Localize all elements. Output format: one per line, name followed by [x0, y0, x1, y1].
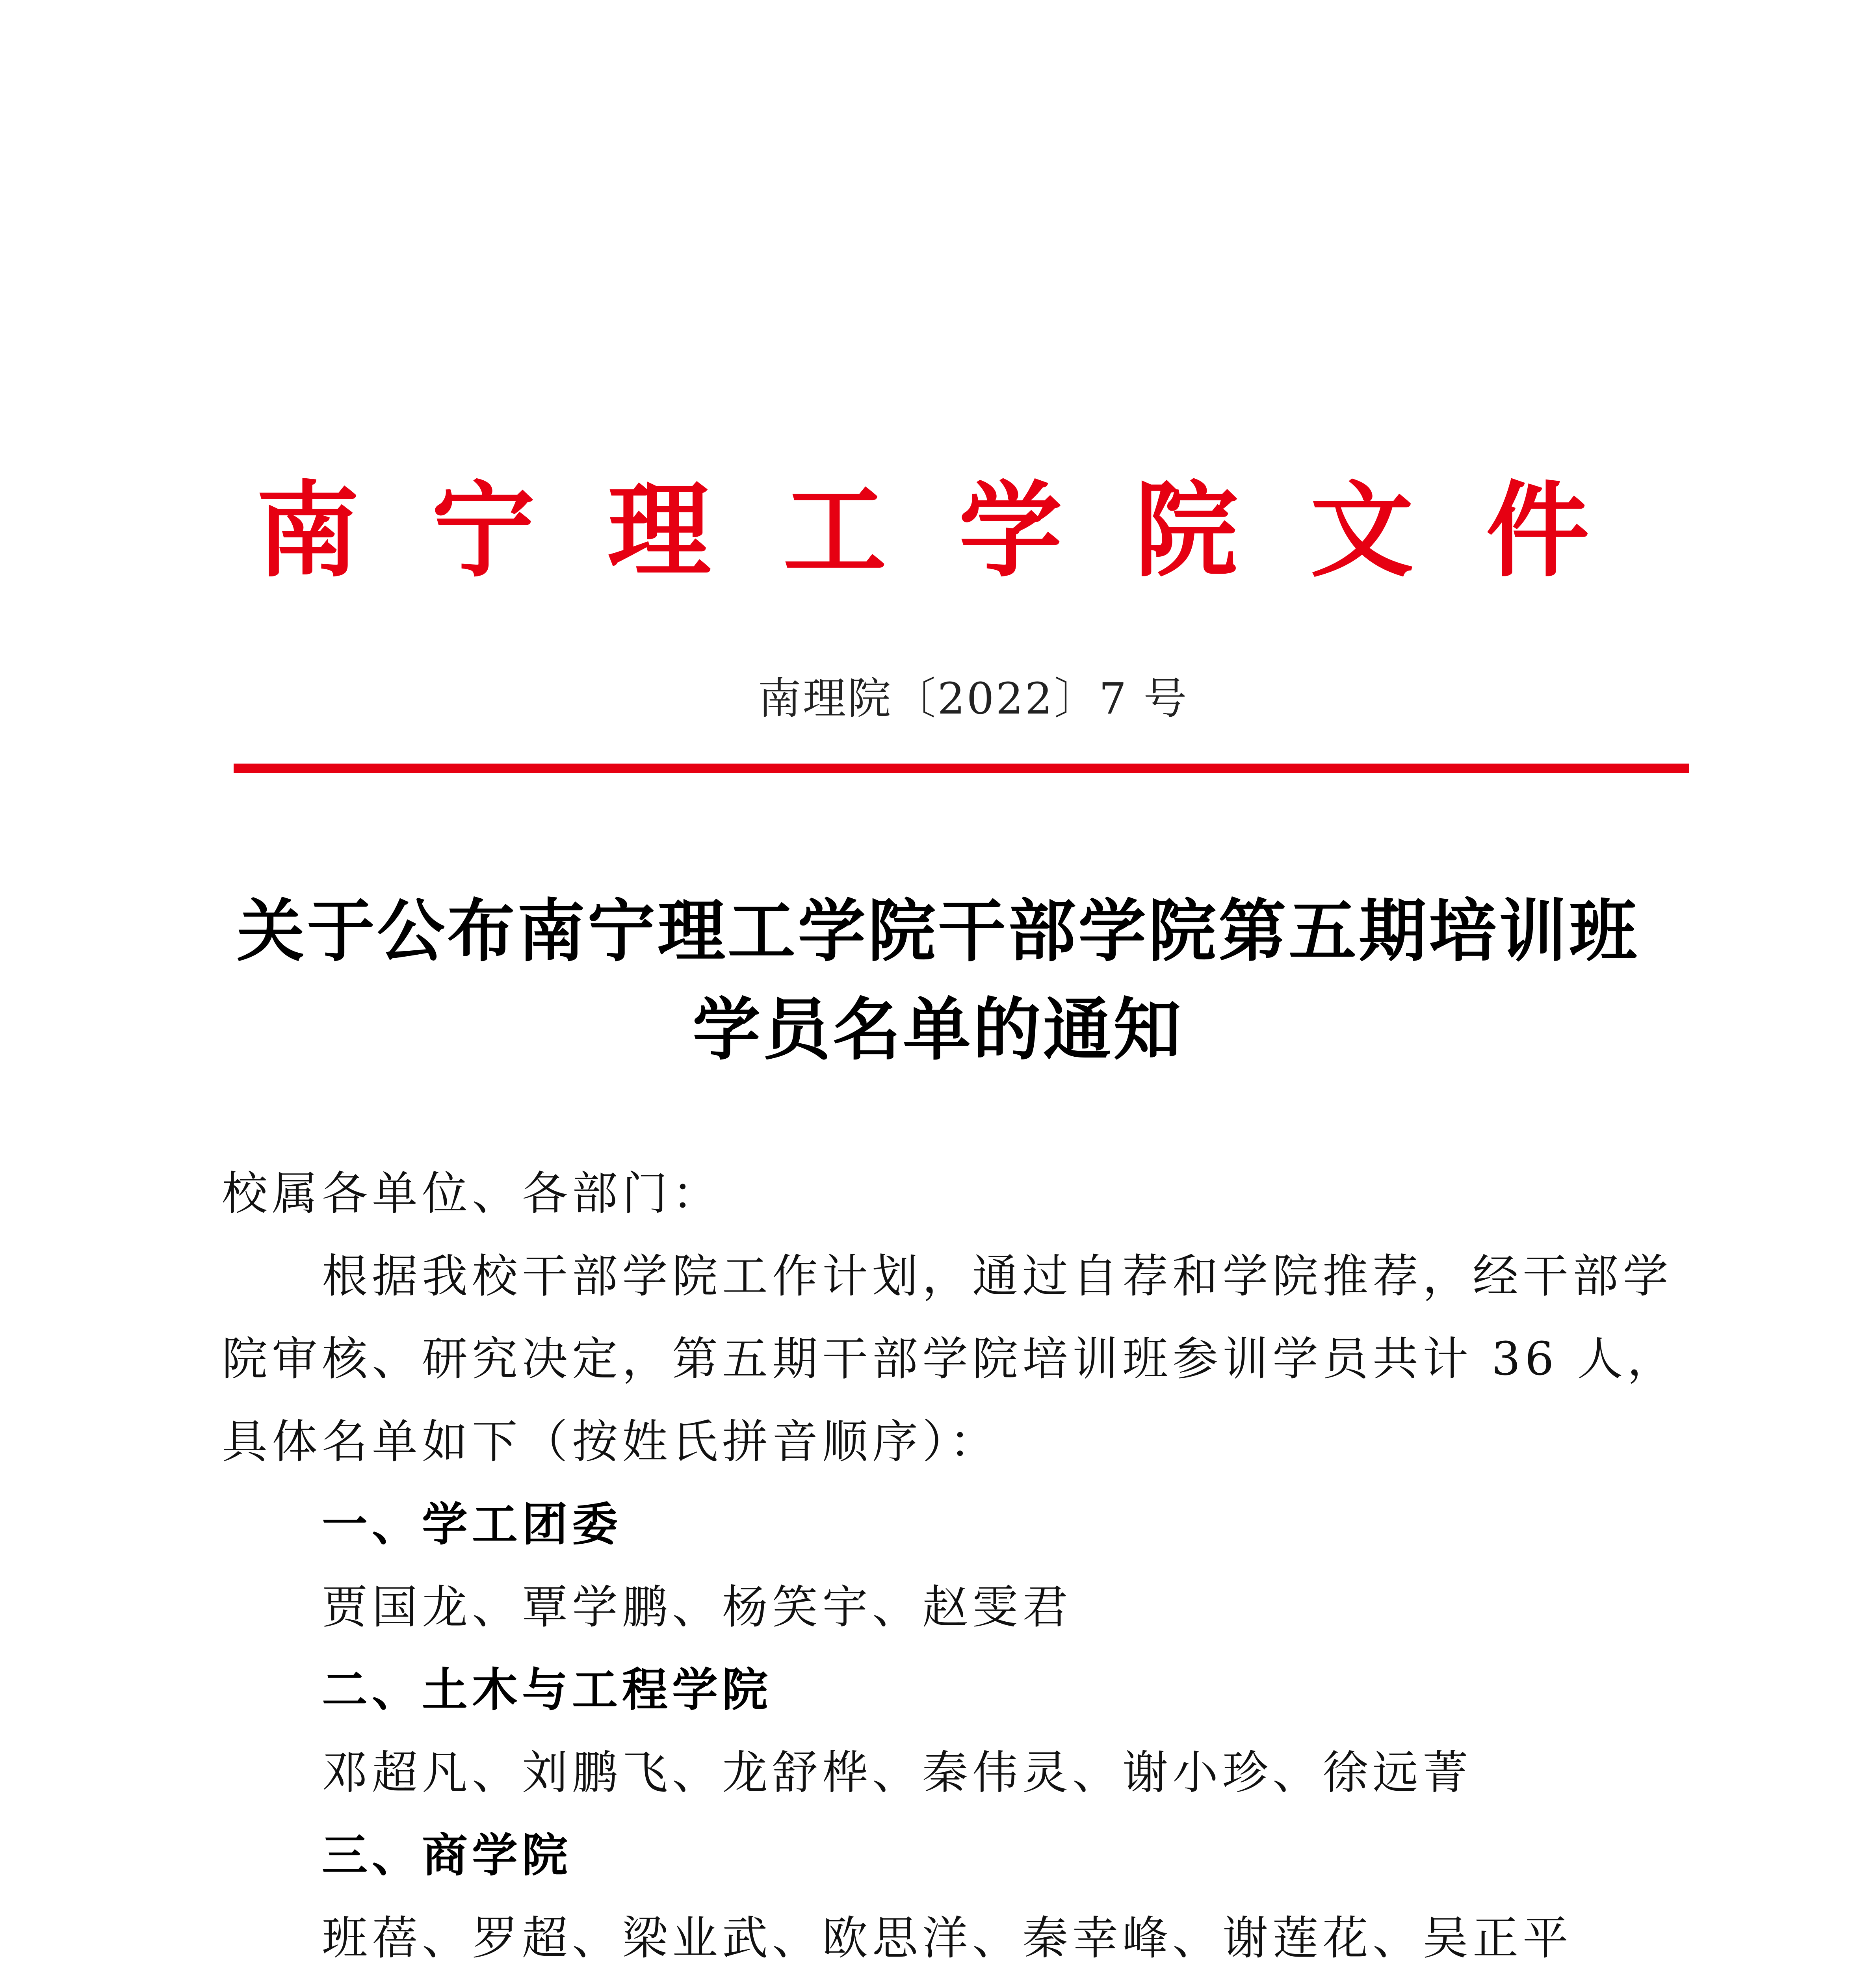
- red-separator-line: [234, 764, 1689, 773]
- notice-title: [0, 882, 1876, 1079]
- intro-paragraph-line-3: 具体名单如下（按姓氏拼音顺序）：: [222, 1415, 999, 1468]
- section-names-business: 班蓓、罗超、梁业武、欧思洋、秦幸峰、谢莲花、吴正平: [322, 1912, 1573, 1965]
- intro-paragraph-line-1: 根据我校干部学院工作计划，通过自荐和学院推荐，经干部学: [322, 1250, 1673, 1303]
- salutation: 校属各单位、各部门：: [222, 1167, 722, 1220]
- notice-body: [222, 1152, 1691, 1970]
- notice-title-line-2: 学员名单的通知: [693, 989, 1183, 1069]
- notice-title-line-1: 关于公布南宁理工学院干部学院第五期培训班: [237, 891, 1639, 971]
- section-heading-business: 三、商学院: [322, 1829, 572, 1882]
- document-number: 南理院〔2022〕7 号: [758, 673, 1189, 724]
- section-names-student-affairs: 贾国龙、覃学鹏、杨笑宇、赵雯君: [322, 1581, 1072, 1634]
- section-names-civil-engineering: 邓超凡、刘鹏飞、龙舒桦、秦伟灵、谢小珍、徐远菁: [322, 1746, 1473, 1799]
- issuer-header-title: 南宁理工学院文件: [256, 470, 1662, 591]
- section-heading-student-affairs: 一、学工团委: [322, 1498, 622, 1551]
- section-heading-civil-engineering: 二、土木与工程学院: [322, 1663, 772, 1717]
- intro-paragraph-line-2: 院审核、研究决定，第五期干部学院培训班参训学员共计 36 人，: [222, 1333, 1677, 1386]
